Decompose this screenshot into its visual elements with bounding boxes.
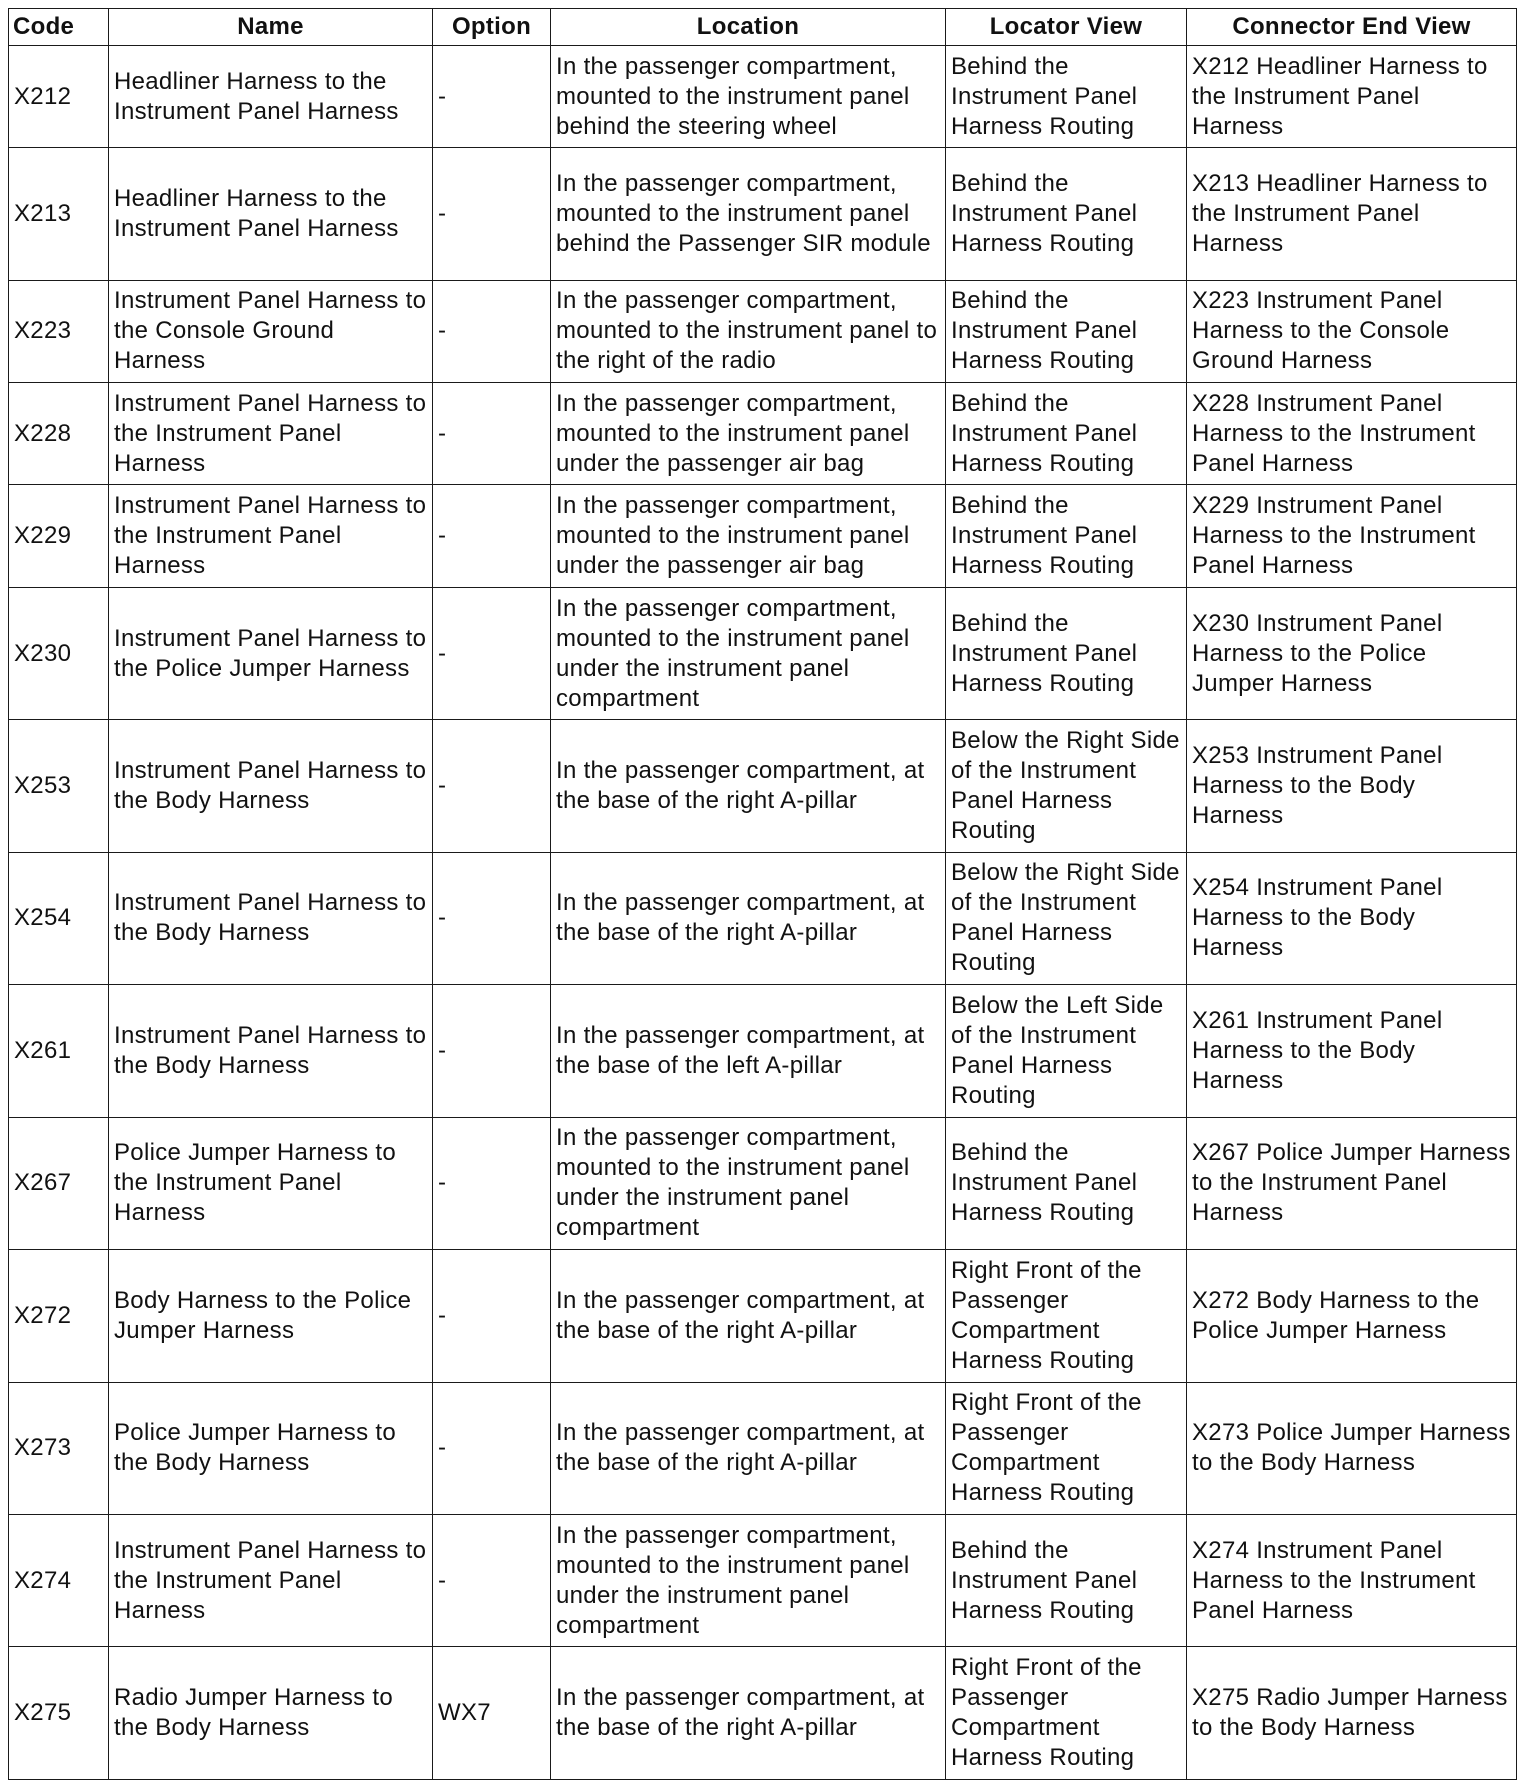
table-row xyxy=(9,280,1517,382)
cell-location: In the passenger compartment, at the base of the right A-pillar xyxy=(551,1250,946,1382)
table-row xyxy=(9,383,1517,485)
header-locator-view: Locator View xyxy=(946,9,1187,46)
table-row xyxy=(9,148,1517,280)
cell-locator-view: Right Front of the Passenger Compartment Harness Routing xyxy=(946,1250,1187,1382)
cell-code: X261 xyxy=(9,985,109,1117)
cell-connector-end-view: X273 Police Jumper Harness to the Body Harness xyxy=(1187,1382,1517,1514)
cell-code: X253 xyxy=(9,720,109,852)
cell-option: - xyxy=(433,985,551,1117)
connector-table xyxy=(8,8,1517,1780)
cell-name: Headliner Harness to the Instrument Panel Harness xyxy=(109,46,433,148)
cell-connector-end-view: X261 Instrument Panel Harness to the Body Harness xyxy=(1187,985,1517,1117)
header-name: Name xyxy=(109,9,433,46)
cell-name: Body Harness to the Police Jumper Harness xyxy=(109,1250,433,1382)
cell-code: X230 xyxy=(9,587,109,719)
table-row xyxy=(9,46,1517,148)
cell-location: In the passenger compartment, mounted to the instrument panel under the instrument panel compartment xyxy=(551,1117,946,1249)
cell-connector-end-view: X230 Instrument Panel Harness to the Police Jumper Harness xyxy=(1187,587,1517,719)
cell-location: In the passenger compartment, mounted to the instrument panel under the instrument panel compartment xyxy=(551,1515,946,1647)
cell-locator-view: Right Front of the Passenger Compartment Harness Routing xyxy=(946,1382,1187,1514)
table-row xyxy=(9,1117,1517,1249)
header-option: Option xyxy=(433,9,551,46)
cell-locator-view: Behind the Instrument Panel Harness Routing xyxy=(946,1117,1187,1249)
cell-option: - xyxy=(433,1117,551,1249)
cell-connector-end-view: X267 Police Jumper Harness to the Instrument Panel Harness xyxy=(1187,1117,1517,1249)
header-row xyxy=(9,9,1517,46)
cell-locator-view: Behind the Instrument Panel Harness Routing xyxy=(946,485,1187,587)
cell-code: X274 xyxy=(9,1515,109,1647)
cell-location: In the passenger compartment, at the base of the left A-pillar xyxy=(551,985,946,1117)
cell-code: X229 xyxy=(9,485,109,587)
cell-name: Instrument Panel Harness to the Body Harness xyxy=(109,720,433,852)
cell-connector-end-view: X253 Instrument Panel Harness to the Body Harness xyxy=(1187,720,1517,852)
table-row xyxy=(9,1382,1517,1514)
cell-name: Instrument Panel Harness to the Instrument Panel Harness xyxy=(109,485,433,587)
cell-location: In the passenger compartment, mounted to the instrument panel behind the Passenger SIR module xyxy=(551,148,946,280)
cell-connector-end-view: X213 Headliner Harness to the Instrument Panel Harness xyxy=(1187,148,1517,280)
table-row xyxy=(9,1250,1517,1382)
cell-locator-view: Behind the Instrument Panel Harness Routing xyxy=(946,46,1187,148)
header-code: Code xyxy=(9,9,109,46)
cell-name: Instrument Panel Harness to the Instrument Panel Harness xyxy=(109,383,433,485)
cell-code: X223 xyxy=(9,280,109,382)
cell-locator-view: Behind the Instrument Panel Harness Routing xyxy=(946,148,1187,280)
cell-name: Instrument Panel Harness to the Body Harness xyxy=(109,985,433,1117)
cell-name: Police Jumper Harness to the Body Harness xyxy=(109,1382,433,1514)
cell-locator-view: Below the Right Side of the Instrument Panel Harness Routing xyxy=(946,720,1187,852)
cell-name: Radio Jumper Harness to the Body Harness xyxy=(109,1647,433,1780)
cell-connector-end-view: X228 Instrument Panel Harness to the Instrument Panel Harness xyxy=(1187,383,1517,485)
header-connector-end-view: Connector End View xyxy=(1187,9,1517,46)
cell-connector-end-view: X274 Instrument Panel Harness to the Instrument Panel Harness xyxy=(1187,1515,1517,1647)
cell-option: - xyxy=(433,1515,551,1647)
cell-option: - xyxy=(433,1250,551,1382)
cell-code: X212 xyxy=(9,46,109,148)
cell-option: - xyxy=(433,148,551,280)
cell-code: X272 xyxy=(9,1250,109,1382)
cell-code: X254 xyxy=(9,852,109,984)
cell-locator-view: Behind the Instrument Panel Harness Routing xyxy=(946,280,1187,382)
cell-name: Instrument Panel Harness to the Instrument Panel Harness xyxy=(109,1515,433,1647)
cell-option: - xyxy=(433,280,551,382)
cell-option: - xyxy=(433,383,551,485)
cell-option: - xyxy=(433,587,551,719)
cell-code: X273 xyxy=(9,1382,109,1514)
table-row xyxy=(9,720,1517,852)
cell-location: In the passenger compartment, at the base of the right A-pillar xyxy=(551,1382,946,1514)
cell-connector-end-view: X212 Headliner Harness to the Instrument Panel Harness xyxy=(1187,46,1517,148)
header-location: Location xyxy=(551,9,946,46)
cell-option: - xyxy=(433,485,551,587)
cell-option: - xyxy=(433,720,551,852)
cell-locator-view: Behind the Instrument Panel Harness Routing xyxy=(946,587,1187,719)
table-row xyxy=(9,587,1517,719)
cell-connector-end-view: X229 Instrument Panel Harness to the Instrument Panel Harness xyxy=(1187,485,1517,587)
cell-connector-end-view: X275 Radio Jumper Harness to the Body Harness xyxy=(1187,1647,1517,1780)
cell-locator-view: Right Front of the Passenger Compartment Harness Routing xyxy=(946,1647,1187,1780)
cell-name: Instrument Panel Harness to the Console Ground Harness xyxy=(109,280,433,382)
cell-locator-view: Below the Right Side of the Instrument Panel Harness Routing xyxy=(946,852,1187,984)
table-row xyxy=(9,485,1517,587)
cell-code: X275 xyxy=(9,1647,109,1780)
cell-code: X228 xyxy=(9,383,109,485)
cell-locator-view: Behind the Instrument Panel Harness Routing xyxy=(946,1515,1187,1647)
cell-name: Police Jumper Harness to the Instrument Panel Harness xyxy=(109,1117,433,1249)
cell-connector-end-view: X254 Instrument Panel Harness to the Body Harness xyxy=(1187,852,1517,984)
cell-option: - xyxy=(433,46,551,148)
table-row xyxy=(9,985,1517,1117)
cell-location: In the passenger compartment, at the base of the right A-pillar xyxy=(551,1647,946,1780)
table-row xyxy=(9,1647,1517,1780)
cell-option: WX7 xyxy=(433,1647,551,1780)
cell-name: Headliner Harness to the Instrument Panel Harness xyxy=(109,148,433,280)
table-row xyxy=(9,1515,1517,1647)
cell-option: - xyxy=(433,1382,551,1514)
cell-location: In the passenger compartment, mounted to the instrument panel behind the steering wheel xyxy=(551,46,946,148)
cell-locator-view: Behind the Instrument Panel Harness Routing xyxy=(946,383,1187,485)
cell-code: X213 xyxy=(9,148,109,280)
cell-option: - xyxy=(433,852,551,984)
cell-connector-end-view: X223 Instrument Panel Harness to the Console Ground Harness xyxy=(1187,280,1517,382)
cell-name: Instrument Panel Harness to the Body Harness xyxy=(109,852,433,984)
table-row xyxy=(9,852,1517,984)
cell-location: In the passenger compartment, mounted to the instrument panel under the passenger air bag xyxy=(551,485,946,587)
cell-location: In the passenger compartment, at the base of the right A-pillar xyxy=(551,720,946,852)
cell-code: X267 xyxy=(9,1117,109,1249)
cell-location: In the passenger compartment, mounted to the instrument panel under the instrument panel compartment xyxy=(551,587,946,719)
cell-name: Instrument Panel Harness to the Police Jumper Harness xyxy=(109,587,433,719)
cell-locator-view: Below the Left Side of the Instrument Panel Harness Routing xyxy=(946,985,1187,1117)
cell-location: In the passenger compartment, mounted to the instrument panel under the passenger air bag xyxy=(551,383,946,485)
cell-connector-end-view: X272 Body Harness to the Police Jumper Harness xyxy=(1187,1250,1517,1382)
cell-location: In the passenger compartment, at the base of the right A-pillar xyxy=(551,852,946,984)
cell-location: In the passenger compartment, mounted to the instrument panel to the right of the radio xyxy=(551,280,946,382)
